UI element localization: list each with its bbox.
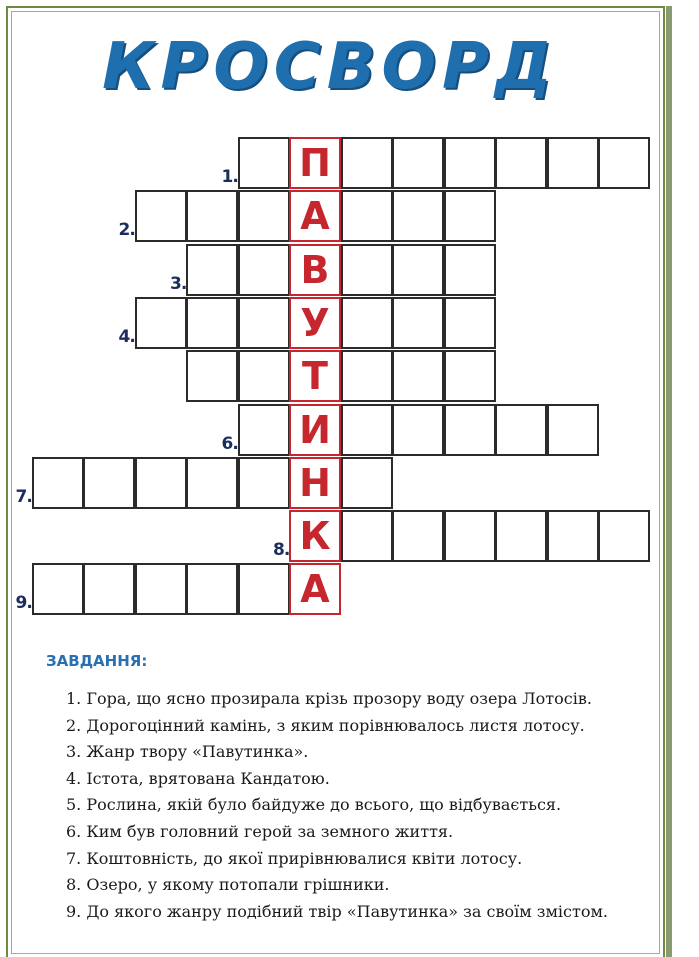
- answer-cell[interactable]: [135, 457, 187, 509]
- answer-cell[interactable]: [392, 190, 444, 242]
- answer-cell[interactable]: [444, 297, 496, 349]
- answer-cell[interactable]: [444, 350, 496, 402]
- answer-cell[interactable]: [444, 137, 496, 189]
- answer-cell[interactable]: [135, 297, 187, 349]
- answer-cell[interactable]: [392, 350, 444, 402]
- answer-cell[interactable]: [392, 297, 444, 349]
- answer-cell[interactable]: [547, 510, 599, 562]
- tasks-list: [66, 686, 608, 925]
- keyword-cell[interactable]: А: [289, 563, 341, 615]
- clue-number: 7.: [15, 486, 32, 507]
- answer-cell[interactable]: [341, 457, 393, 509]
- keyword-cell[interactable]: И: [289, 404, 341, 456]
- answer-cell[interactable]: [341, 244, 393, 296]
- keyword-cell[interactable]: К: [289, 510, 341, 562]
- answer-cell[interactable]: [186, 457, 238, 509]
- answer-cell[interactable]: [341, 350, 393, 402]
- clue-number: 2.: [118, 220, 135, 241]
- answer-cell[interactable]: [186, 563, 238, 615]
- answer-cell[interactable]: [547, 137, 599, 189]
- clue-number: 6.: [221, 433, 238, 454]
- answer-cell[interactable]: [392, 137, 444, 189]
- answer-cell[interactable]: [135, 190, 187, 242]
- answer-cell[interactable]: [341, 404, 393, 456]
- keyword-cell[interactable]: Н: [289, 457, 341, 509]
- answer-cell[interactable]: [238, 244, 290, 296]
- task-item: 2. Дорогоцінний камінь, з яким порівнювалось листя лотосу.: [66, 715, 585, 735]
- answer-cell[interactable]: [444, 510, 496, 562]
- answer-cell[interactable]: [83, 563, 135, 615]
- task-item: 6. Ким був головний герой за земного життя.: [66, 821, 454, 841]
- page-frame-shadow: [666, 6, 672, 957]
- clue-number: 9.: [15, 593, 32, 614]
- answer-cell[interactable]: [238, 350, 290, 402]
- answer-cell[interactable]: [341, 510, 393, 562]
- answer-cell[interactable]: [495, 510, 547, 562]
- answer-cell[interactable]: [341, 297, 393, 349]
- keyword-cell[interactable]: Т: [289, 350, 341, 402]
- answer-cell[interactable]: [186, 297, 238, 349]
- answer-cell[interactable]: [598, 510, 650, 562]
- keyword-cell[interactable]: У: [289, 297, 341, 349]
- tasks-heading: ЗАВДАННЯ:: [46, 652, 148, 670]
- answer-cell[interactable]: [392, 510, 444, 562]
- answer-cell[interactable]: [238, 297, 290, 349]
- answer-cell[interactable]: [238, 137, 290, 189]
- task-item: 5. Рослина, якій було байдуже до всього, що відбувається.: [66, 795, 562, 815]
- clue-number: 3.: [170, 273, 187, 294]
- task-item: 8. Озеро, у якому потопали грішники.: [66, 875, 390, 895]
- keyword-cell[interactable]: П: [289, 137, 341, 189]
- answer-cell[interactable]: [186, 190, 238, 242]
- clue-number: 8.: [273, 540, 290, 561]
- answer-cell[interactable]: [32, 457, 84, 509]
- answer-cell[interactable]: [495, 137, 547, 189]
- keyword-cell[interactable]: В: [289, 244, 341, 296]
- answer-cell[interactable]: [83, 457, 135, 509]
- answer-cell[interactable]: [392, 244, 444, 296]
- task-item: 1. Гора, що ясно прозирала крізь прозору воду озера Лотосів.: [66, 689, 592, 708]
- answer-cell[interactable]: [32, 563, 84, 615]
- answer-cell[interactable]: [547, 404, 599, 456]
- task-item: 9. До якого жанру подібний твір «Павутинка» за своїм змістом.: [66, 901, 609, 921]
- answer-cell[interactable]: [444, 244, 496, 296]
- answer-cell[interactable]: [238, 190, 290, 242]
- answer-cell[interactable]: [135, 563, 187, 615]
- keyword-cell[interactable]: А: [289, 190, 341, 242]
- page-title: КРОСВОРД: [102, 30, 558, 104]
- answer-cell[interactable]: [495, 404, 547, 456]
- answer-cell[interactable]: [341, 190, 393, 242]
- answer-cell[interactable]: [392, 404, 444, 456]
- task-item: 7. Коштовність, до якої прирівнювалися квіти лотосу.: [66, 848, 523, 868]
- task-item: 3. Жанр твору «Павутинка».: [66, 742, 309, 762]
- answer-cell[interactable]: [341, 137, 393, 189]
- answer-cell[interactable]: [186, 244, 238, 296]
- answer-cell[interactable]: [598, 137, 650, 189]
- answer-cell[interactable]: [238, 457, 290, 509]
- task-item: 4. Істота, врятована Кандатою.: [66, 768, 330, 788]
- clue-number: 4.: [118, 326, 135, 347]
- answer-cell[interactable]: [238, 404, 290, 456]
- answer-cell[interactable]: [238, 563, 290, 615]
- answer-cell[interactable]: [444, 190, 496, 242]
- answer-cell[interactable]: [444, 404, 496, 456]
- answer-cell[interactable]: [186, 350, 238, 402]
- clue-number: 1.: [221, 167, 238, 187]
